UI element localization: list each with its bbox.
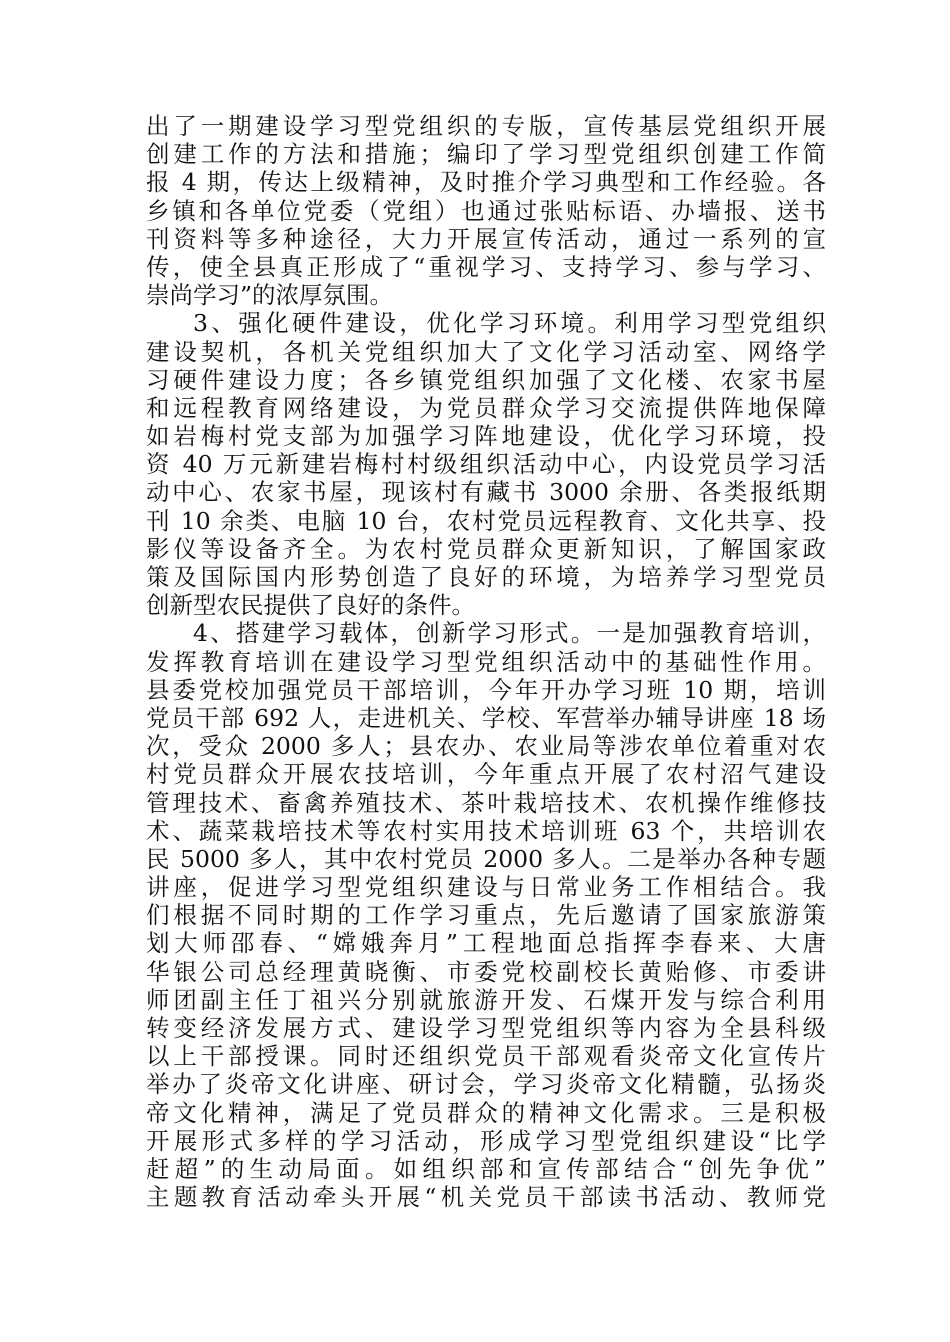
text-line: 4、搭建学习载体，创新学习形式。一是加强教育培训，	[193, 619, 826, 648]
text-line: 师团副主任丁祖兴分别就旅游开发、石煤开发与综合利用	[146, 985, 826, 1014]
text-line: 乡镇和各单位党委（党组）也通过张贴标语、办墙报、送书	[146, 196, 826, 225]
text-line: 术、蔬菜栽培技术等农村实用技术培训班 63 个，共培训农	[146, 816, 826, 845]
text-line: 划大师邵春、“嫦娥奔月”工程地面总指挥李春来、大唐	[146, 929, 826, 958]
text-line: 讲座，促进学习型党组织建设与日常业务工作相结合。我	[146, 873, 826, 902]
text-line: 动中心、农家书屋，现该村有藏书 3000 余册、各类报纸期	[146, 478, 826, 507]
text-line: 村党员群众开展农技培训，今年重点开展了农村沼气建设	[146, 760, 826, 789]
text-line: 崇尚学习”的浓厚氛围。	[146, 281, 394, 310]
text-line: 华银公司总经理黄晓衡、市委党校副校长黄贻修、市委讲	[146, 957, 826, 986]
text-line: 影仪等设备齐全。为农村党员群众更新知识，了解国家政	[146, 534, 826, 563]
text-line: 赶超”的生动局面。如组织部和宣传部结合“创先争优”	[146, 1154, 826, 1183]
text-line: 县委党校加强党员干部培训，今年开办学习班 10 期，培训	[146, 675, 826, 704]
text-line: 主题教育活动牵头开展“机关党员干部读书活动、教师党	[146, 1183, 826, 1212]
text-line: 3、强化硬件建设，优化学习环境。利用学习型党组织	[193, 309, 826, 338]
text-line: 发挥教育培训在建设学习型党组织活动中的基础性作用。	[146, 647, 826, 676]
text-line: 刊 10 余类、电脑 10 台，农村党员远程教育、文化共享、投	[146, 506, 826, 535]
text-line: 报 4 期，传达上级精神，及时推介学习典型和工作经验。各	[146, 168, 826, 197]
text-line: 民 5000 多人，其中农村党员 2000 多人。二是举办各种专题	[146, 844, 826, 873]
text-line: 管理技术、畜禽养殖技术、茶叶栽培技术、农机操作维修技	[146, 788, 826, 817]
text-line: 转变经济发展方式、建设学习型党组织等内容为全县科级	[146, 1014, 826, 1042]
text-line: 创建工作的方法和措施；编印了学习型党组织创建工作简	[146, 140, 826, 169]
text-line: 刊资料等多种途径，大力开展宣传活动，通过一系列的宣	[146, 224, 826, 253]
text-line: 举办了炎帝文化讲座、研讨会，学习炎帝文化精髓，弘扬炎	[146, 1070, 826, 1099]
text-line: 和远程教育网络建设，为党员群众学习交流提供阵地保障	[146, 393, 826, 422]
text-line: 们根据不同时期的工作学习重点，先后邀请了国家旅游策	[146, 901, 826, 930]
text-line: 帝文化精神，满足了党员群众的精神文化需求。三是积极	[146, 1098, 826, 1127]
document-body-text	[146, 112, 826, 1211]
text-line: 以上干部授课。同时还组织党员干部观看炎帝文化宣传片	[146, 1042, 826, 1071]
text-line: 如岩梅村党支部为加强学习阵地建设，优化学习环境，投	[146, 422, 826, 451]
text-line: 建设契机，各机关党组织加大了文化学习活动室、网络学	[146, 337, 826, 366]
text-line: 次，受众 2000 多人；县农办、农业局等涉农单位着重对农	[146, 732, 826, 761]
text-line: 策及国际国内形势创造了良好的环境，为培养学习型党员	[146, 563, 826, 591]
text-line: 习硬件建设力度；各乡镇党组织加强了文化楼、农家书屋	[146, 365, 826, 394]
text-line: 党员干部 692 人，走进机关、学校、军营举办辅导讲座 18 场	[146, 703, 826, 732]
text-line: 创新型农民提供了良好的条件。	[146, 591, 475, 620]
text-line: 出了一期建设学习型党组织的专版，宣传基层党组织开展	[146, 112, 826, 140]
text-line: 开展形式多样的学习活动，形成学习型党组织建设“比学	[146, 1126, 826, 1155]
text-line: 传，使全县真正形成了“重视学习、支持学习、参与学习、	[146, 252, 826, 281]
text-line: 资 40 万元新建岩梅村村级组织活动中心，内设党员学习活	[146, 450, 826, 479]
